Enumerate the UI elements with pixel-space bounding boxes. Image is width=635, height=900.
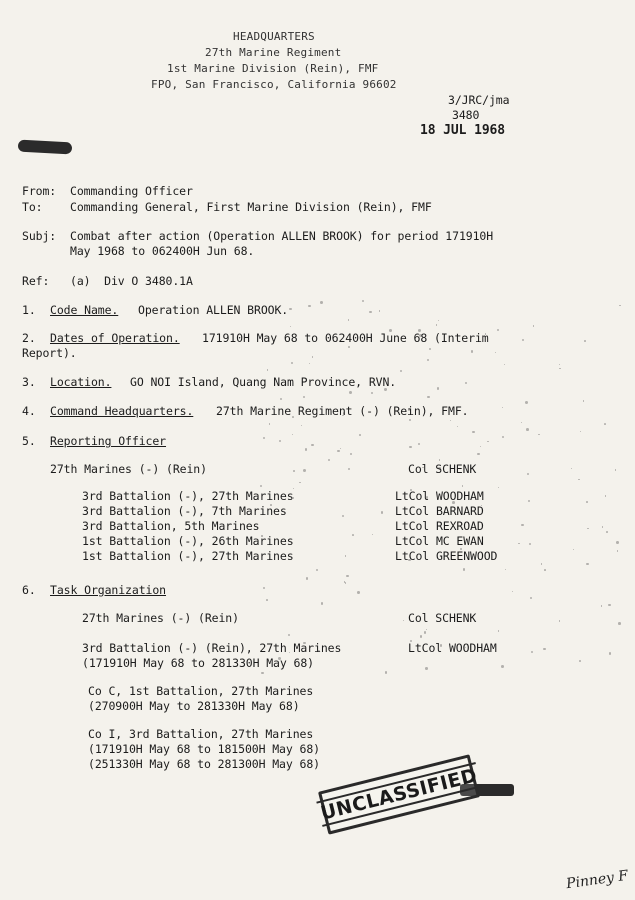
noise-speck — [293, 497, 294, 498]
section-6-title: Task Organization — [50, 583, 167, 597]
noise-speck — [525, 401, 528, 404]
noise-speck — [303, 396, 305, 398]
section-2-number: 2. — [22, 331, 36, 345]
noise-speck — [573, 549, 574, 550]
reporting-row-unit: 1st Battalion (-), 26th Marines — [82, 534, 294, 548]
noise-speck — [529, 543, 531, 545]
task-org-item-2-unit: Co C, 1st Battalion, 27th Marines — [88, 684, 314, 698]
reference-value: (a) Div O 3480.1A — [70, 274, 193, 288]
noise-speck — [372, 534, 373, 535]
noise-speck — [408, 559, 410, 561]
noise-speck — [270, 504, 272, 506]
noise-speck — [299, 482, 301, 484]
task-org-item-3-unit: Co I, 3rd Battalion, 27th Marines — [88, 727, 314, 741]
noise-speck — [269, 423, 271, 425]
noise-speck — [379, 310, 380, 311]
noise-speck — [618, 622, 621, 625]
noise-speck — [471, 350, 473, 352]
noise-speck — [419, 334, 422, 337]
noise-speck — [438, 320, 440, 322]
noise-speck — [429, 348, 432, 351]
noise-speck — [465, 382, 467, 384]
noise-speck — [462, 485, 463, 486]
noise-speck — [385, 671, 388, 674]
handwritten-signature: Pinney F — [565, 867, 630, 893]
noise-speck — [346, 575, 348, 577]
stamp-text: UNCLASSIFIED — [316, 762, 482, 827]
noise-speck — [293, 470, 295, 472]
noise-speck — [452, 501, 455, 504]
section-3-title: Location. — [50, 375, 112, 389]
noise-speck — [381, 511, 383, 513]
task-org-item-3-dates-1: (171910H May 68 to 181500H May 68) — [88, 742, 321, 756]
task-org-item-1-dates: (171910H May 68 to 281330H May 68) — [82, 656, 315, 670]
noise-speck — [501, 665, 504, 668]
noise-speck — [440, 644, 442, 646]
noise-speck — [531, 651, 533, 653]
reporting-row-unit: 3rd Battalion (-), 7th Marines — [82, 504, 287, 518]
serial-number: 3480 — [452, 108, 480, 122]
noise-speck — [609, 652, 612, 655]
noise-speck — [279, 440, 281, 442]
noise-speck — [457, 426, 458, 427]
header-line-3: 1st Marine Division (Rein), FMF — [167, 62, 379, 75]
date-stamp: 18 JUL 1968 — [420, 123, 505, 138]
noise-speck — [521, 422, 522, 423]
noise-speck — [450, 420, 451, 421]
task-org-head-unit: 27th Marines (-) (Rein) — [82, 611, 239, 625]
noise-speck — [521, 524, 524, 527]
noise-speck — [606, 531, 608, 533]
section-1-title: Code Name. — [50, 303, 119, 317]
noise-speck — [498, 487, 499, 488]
noise-speck — [292, 416, 294, 418]
noise-speck — [608, 604, 611, 607]
noise-speck — [303, 469, 306, 472]
reporting-row-unit: 3rd Battalion (-), 27th Marines — [82, 489, 294, 503]
noise-speck — [289, 308, 291, 310]
file-code: 3/JRC/jma — [448, 93, 510, 107]
noise-speck — [308, 305, 310, 307]
noise-speck — [301, 425, 302, 426]
noise-speck — [425, 667, 428, 670]
noise-speck — [463, 568, 465, 570]
noise-speck — [530, 597, 532, 599]
noise-speck — [292, 434, 293, 435]
noise-speck — [533, 325, 535, 327]
to-value: Commanding General, First Marine Division (Rein), FMF — [70, 200, 432, 214]
section-4-number: 4. — [22, 404, 36, 418]
noise-speck — [587, 528, 589, 530]
noise-speck — [340, 448, 341, 449]
noise-speck — [424, 631, 426, 633]
noise-speck — [263, 587, 265, 589]
noise-speck — [418, 443, 420, 445]
noise-speck — [477, 453, 480, 456]
noise-speck — [502, 436, 504, 438]
noise-speck — [261, 535, 262, 536]
noise-speck — [526, 428, 529, 431]
noise-speck — [619, 305, 620, 306]
section-6-number: 6. — [22, 583, 36, 597]
noise-speck — [538, 434, 540, 436]
noise-speck — [439, 459, 440, 460]
noise-speck — [480, 446, 481, 447]
noise-speck — [543, 648, 545, 650]
task-org-item-3-dates-2: (251330H May 68 to 281300H May 68) — [88, 757, 321, 771]
noise-speck — [602, 526, 603, 527]
section-3-number: 3. — [22, 375, 36, 389]
noise-speck — [316, 569, 318, 571]
noise-speck — [306, 577, 309, 580]
section-4-title: Command Headquarters. — [50, 404, 194, 418]
noise-speck — [586, 563, 589, 566]
noise-speck — [571, 468, 572, 469]
noise-speck — [541, 563, 542, 564]
noise-speck — [427, 396, 430, 399]
noise-speck — [309, 363, 310, 364]
reporting-head-unit: 27th Marines (-) (Rein) — [50, 462, 207, 476]
reporting-row-officer: LtCol GREENWOOD — [395, 549, 498, 563]
reporting-row-unit: 1st Battalion (-), 27th Marines — [82, 549, 294, 563]
reporting-row-unit: 3rd Battalion, 5th Marines — [82, 519, 260, 533]
noise-speck — [320, 301, 323, 304]
noise-speck — [345, 582, 346, 583]
noise-speck — [348, 346, 350, 348]
noise-speck — [583, 400, 584, 401]
noise-speck — [544, 569, 546, 571]
noise-speck — [305, 448, 308, 451]
noise-speck — [357, 591, 360, 594]
task-org-head-officer: Col SCHENK — [408, 611, 477, 625]
section-2-text-cont: Report). — [22, 346, 77, 360]
reporting-row-officer: LtCol REXROAD — [395, 519, 484, 533]
noise-speck — [559, 368, 561, 370]
noise-speck — [311, 444, 314, 447]
header-line-4: FPO, San Francisco, California 96602 — [151, 78, 397, 91]
noise-speck — [278, 657, 281, 660]
noise-speck — [348, 468, 350, 470]
section-2-text: 171910H May 68 to 062400H June 68 (Interim — [202, 331, 489, 345]
header-line-1: HEADQUARTERS — [233, 30, 315, 43]
noise-speck — [291, 362, 293, 364]
noise-speck — [578, 479, 579, 480]
noise-speck — [502, 407, 503, 408]
reporting-row-officer: LtCol MC EWAN — [395, 534, 484, 548]
noise-speck — [359, 434, 361, 436]
noise-speck — [615, 469, 616, 470]
noise-speck — [345, 555, 346, 556]
noise-speck — [409, 419, 412, 422]
noise-speck — [472, 431, 474, 433]
noise-speck — [617, 550, 618, 551]
noise-speck — [616, 541, 619, 544]
noise-speck — [400, 370, 402, 372]
noise-speck — [362, 300, 364, 302]
noise-speck — [342, 515, 344, 517]
noise-speck — [371, 392, 373, 394]
noise-speck — [369, 311, 371, 313]
noise-speck — [293, 488, 294, 489]
noise-speck — [527, 473, 529, 475]
noise-speck — [528, 500, 530, 502]
section-4-text: 27th Marine Regiment (-) (Rein), FMF. — [216, 404, 469, 418]
noise-speck — [584, 340, 586, 342]
noise-speck — [263, 437, 265, 439]
noise-speck — [427, 359, 429, 361]
noise-speck — [317, 650, 319, 652]
subject-label: Subj: — [22, 229, 57, 243]
header-line-2: 27th Marine Regiment — [205, 46, 342, 59]
noise-speck — [266, 599, 268, 601]
noise-speck — [337, 450, 339, 452]
noise-speck — [403, 620, 404, 621]
subject-line-2: May 1968 to 062400H Jun 68. — [70, 244, 255, 258]
noise-speck — [290, 326, 291, 327]
task-org-item-2-dates: (270900H May to 281330H May 68) — [88, 699, 300, 713]
noise-speck — [426, 629, 427, 630]
noise-speck — [518, 543, 520, 545]
section-1-number: 1. — [22, 303, 36, 317]
section-5-number: 5. — [22, 434, 36, 448]
noise-speck — [349, 391, 352, 394]
noise-speck — [312, 356, 314, 358]
noise-speck — [522, 339, 524, 341]
reporting-row-officer: LtCol WOODHAM — [395, 489, 484, 503]
reference-label: Ref: — [22, 274, 50, 288]
section-5-title: Reporting Officer — [50, 434, 167, 448]
reporting-row-officer: LtCol BARNARD — [395, 504, 484, 518]
section-1-text: Operation ALLEN BROOK. — [138, 303, 289, 317]
unclassified-stamp — [318, 754, 480, 834]
noise-speck — [512, 591, 513, 592]
noise-speck — [261, 672, 263, 674]
redaction-mark — [18, 140, 73, 155]
noise-speck — [352, 534, 354, 536]
noise-speck — [580, 431, 581, 432]
noise-speck — [288, 634, 290, 636]
noise-speck — [460, 548, 462, 550]
noise-speck — [303, 642, 305, 644]
noise-speck — [604, 423, 606, 425]
noise-speck — [436, 324, 438, 326]
noise-speck — [420, 635, 422, 637]
noise-speck — [321, 602, 323, 604]
reporting-head-officer: Col SCHENK — [408, 462, 477, 476]
noise-speck — [495, 352, 496, 353]
noise-speck — [260, 485, 262, 487]
noise-speck — [280, 398, 282, 400]
noise-speck — [497, 329, 499, 331]
noise-speck — [559, 364, 560, 365]
noise-speck — [437, 387, 439, 389]
section-2-title: Dates of Operation. — [50, 331, 180, 345]
task-org-item-1-officer: LtCol WOODHAM — [408, 641, 497, 655]
noise-speck — [267, 369, 269, 371]
noise-speck — [487, 441, 489, 443]
noise-speck — [350, 453, 352, 455]
noise-speck — [504, 364, 505, 365]
noise-speck — [559, 620, 560, 621]
task-org-item-1-unit: 3rd Battalion (-) (Rein), 27th Marines — [82, 641, 342, 655]
noise-speck — [601, 605, 603, 607]
noise-speck — [328, 459, 330, 461]
noise-speck — [384, 388, 386, 390]
noise-speck — [409, 446, 412, 449]
noise-speck — [605, 495, 606, 496]
from-label: From: — [22, 184, 57, 198]
noise-speck — [505, 569, 506, 570]
section-3-text: GO NOI Island, Quang Nam Province, RVN. — [130, 375, 397, 389]
noise-speck — [348, 319, 350, 321]
noise-speck — [586, 501, 588, 503]
from-value: Commanding Officer — [70, 184, 193, 198]
subject-line-1: Combat after action (Operation ALLEN BROOK) for period 171910H — [70, 229, 494, 243]
noise-speck — [498, 630, 499, 631]
noise-speck — [579, 660, 581, 662]
to-label: To: — [22, 200, 43, 214]
